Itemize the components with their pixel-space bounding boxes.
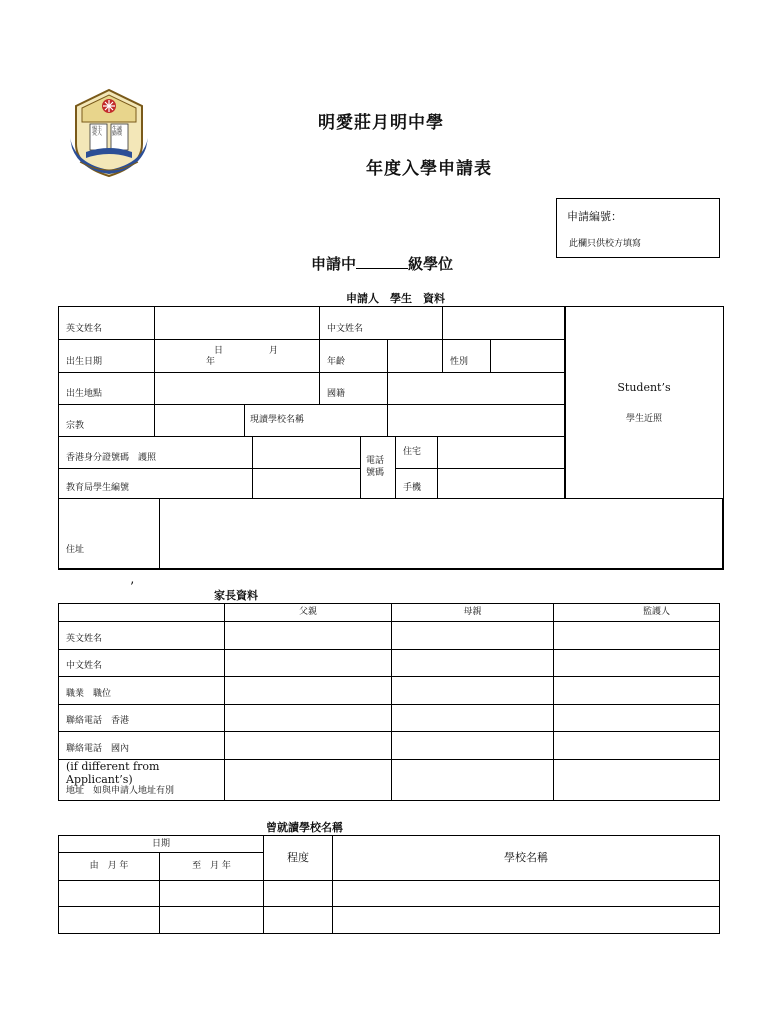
chinese-name-label: 中文姓名 <box>320 307 443 340</box>
mother-phone-hk[interactable] <box>392 705 554 732</box>
guardian-occupation[interactable] <box>554 677 720 705</box>
address-row-en: (if different from Applicant’s) <box>66 760 160 787</box>
id-phone-table <box>58 436 566 499</box>
parents-header-blank <box>59 604 225 622</box>
col-mother: 母親 <box>392 604 554 622</box>
id-card-field[interactable] <box>253 437 361 469</box>
address-field[interactable] <box>160 499 723 569</box>
row-chinese-name: 中文姓名 <box>59 650 225 677</box>
birth-place-label: 出生地點 <box>59 373 155 405</box>
birth-place-field[interactable] <box>155 373 320 405</box>
col-guardian: 監護人 <box>554 604 720 622</box>
nationality-label: 國籍 <box>320 373 388 405</box>
parents-section-title: 家長資料 <box>214 589 258 602</box>
birth-date-field[interactable] <box>155 340 320 373</box>
school-name: 明愛莊月明中學 <box>318 113 444 133</box>
to-header: 至 月 年 <box>160 853 264 881</box>
from-header: 由 月 年 <box>59 853 160 881</box>
age-label: 年齡 <box>320 340 388 373</box>
sex-field[interactable] <box>491 340 566 373</box>
guardian-phone-hk[interactable] <box>554 705 720 732</box>
applying-level-line <box>311 253 453 274</box>
col-father: 父親 <box>225 604 392 622</box>
school-1-name[interactable] <box>333 881 720 907</box>
chinese-name-field[interactable] <box>443 307 566 340</box>
row-english-name: 英文姓名 <box>59 622 225 650</box>
mother-address[interactable] <box>392 760 554 801</box>
sex-label: 性別 <box>443 340 491 373</box>
student-photo-box[interactable] <box>564 306 723 499</box>
address-table <box>58 498 723 569</box>
mother-english-name[interactable] <box>392 622 554 650</box>
id-card-label: 香港身分證號碼 護照 <box>59 437 253 469</box>
mother-occupation[interactable] <box>392 677 554 705</box>
school-1-to[interactable] <box>160 881 264 907</box>
school-name-header: 學校名稱 <box>333 836 720 881</box>
parents-table <box>58 603 720 801</box>
row-address <box>59 760 225 801</box>
guardian-phone-mainland[interactable] <box>554 732 720 760</box>
father-occupation[interactable] <box>225 677 392 705</box>
school-2-to[interactable] <box>160 907 264 934</box>
mother-phone-mainland[interactable] <box>392 732 554 760</box>
religion-field[interactable] <box>155 405 245 437</box>
level-header: 程度 <box>264 836 333 881</box>
english-name-label: 英文姓名 <box>59 307 155 340</box>
father-chinese-name[interactable] <box>225 650 392 677</box>
year-label: 年 <box>205 357 215 368</box>
photo-label-en: Student’s <box>617 381 671 394</box>
school-1-from[interactable] <box>59 881 160 907</box>
day-label: 日 <box>213 346 223 357</box>
father-phone-hk[interactable] <box>225 705 392 732</box>
current-school-field[interactable] <box>388 405 566 437</box>
row-phone-hk: 聯絡電話 香港 <box>59 705 225 732</box>
school-crest-logo <box>66 86 152 178</box>
level-prefix: 申請中 <box>311 255 357 273</box>
school-2-name[interactable] <box>333 907 720 934</box>
guardian-chinese-name[interactable] <box>554 650 720 677</box>
photo-label-zh: 學生近照 <box>625 414 662 424</box>
age-field[interactable] <box>388 340 443 373</box>
mobile-field[interactable] <box>438 469 566 499</box>
schools-section-title: 曾就讀學校名稱 <box>266 821 343 834</box>
current-school-label: 現讀學校名稱 <box>245 405 388 437</box>
application-number-box <box>556 198 720 258</box>
edb-number-label: 教育局學生編號 <box>59 469 253 499</box>
schools-table <box>58 835 720 934</box>
row-occupation: 職業 職位 <box>59 677 225 705</box>
english-name-field[interactable] <box>155 307 320 340</box>
guardian-english-name[interactable] <box>554 622 720 650</box>
mother-chinese-name[interactable] <box>392 650 554 677</box>
father-address[interactable] <box>225 760 392 801</box>
crest-motto-right: 生誠勤樸 <box>112 126 123 137</box>
nationality-field[interactable] <box>388 373 566 405</box>
school-2-from[interactable] <box>59 907 160 934</box>
stray-comma: ’ <box>130 580 135 595</box>
applicant-table <box>58 306 566 437</box>
address-label: 住址 <box>59 499 160 569</box>
mobile-label: 手機 <box>396 469 438 499</box>
month-label: 月 <box>268 346 278 357</box>
school-2-level[interactable] <box>264 907 333 934</box>
application-number-label: 申請編號： <box>567 210 622 223</box>
edb-number-field[interactable] <box>253 469 361 499</box>
level-suffix: 級學位 <box>408 255 454 273</box>
applicant-section-title: 申請人 學生 資料 <box>346 292 445 305</box>
date-header: 日期 <box>59 836 264 853</box>
birth-date-label: 出生日期 <box>59 340 155 373</box>
religion-label: 宗教 <box>59 405 155 437</box>
phone-number-label: 電話號碼 <box>361 437 396 499</box>
crest-motto-left: 惕主愛人 <box>92 126 103 137</box>
home-phone-field[interactable] <box>438 437 566 469</box>
father-english-name[interactable] <box>225 622 392 650</box>
row-phone-mainland: 聯絡電話 國內 <box>59 732 225 760</box>
level-blank[interactable] <box>356 256 408 269</box>
address-row-zh: 地址 如與申請人地址有別 <box>66 786 175 797</box>
form-title: 年度入學申請表 <box>366 159 492 179</box>
office-use-note: 此欄只供校方填寫 <box>569 239 642 249</box>
home-phone-label: 住宅 <box>396 437 438 469</box>
school-1-level[interactable] <box>264 881 333 907</box>
guardian-address[interactable] <box>554 760 720 801</box>
father-phone-mainland[interactable] <box>225 732 392 760</box>
